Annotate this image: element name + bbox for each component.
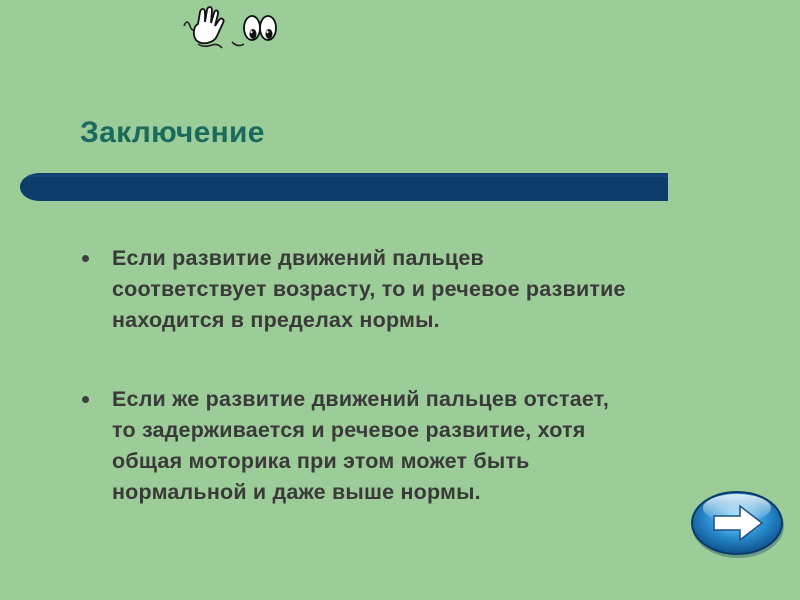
bullet-dot-icon — [82, 396, 89, 403]
bullet-text: Если развитие движений пальцев соответствует возрасту, то и речевое развитие находится в пределах нормы. — [112, 246, 626, 332]
bullet-item — [78, 243, 638, 336]
cartoon-hand-with-eyes-icon — [182, 6, 282, 52]
next-slide-button[interactable] — [690, 488, 786, 560]
title-underline-bar — [20, 173, 668, 201]
bullet-list — [78, 243, 638, 508]
bullet-item — [78, 384, 638, 508]
bullet-text: Если же развитие движений пальцев отстает, то задерживается и речевое развитие, хотя общая моторика при этом может быть нормальной и даже выше нормы. — [112, 387, 610, 504]
bullet-dot-icon — [82, 255, 89, 262]
slide-title: Заключение — [80, 116, 265, 149]
